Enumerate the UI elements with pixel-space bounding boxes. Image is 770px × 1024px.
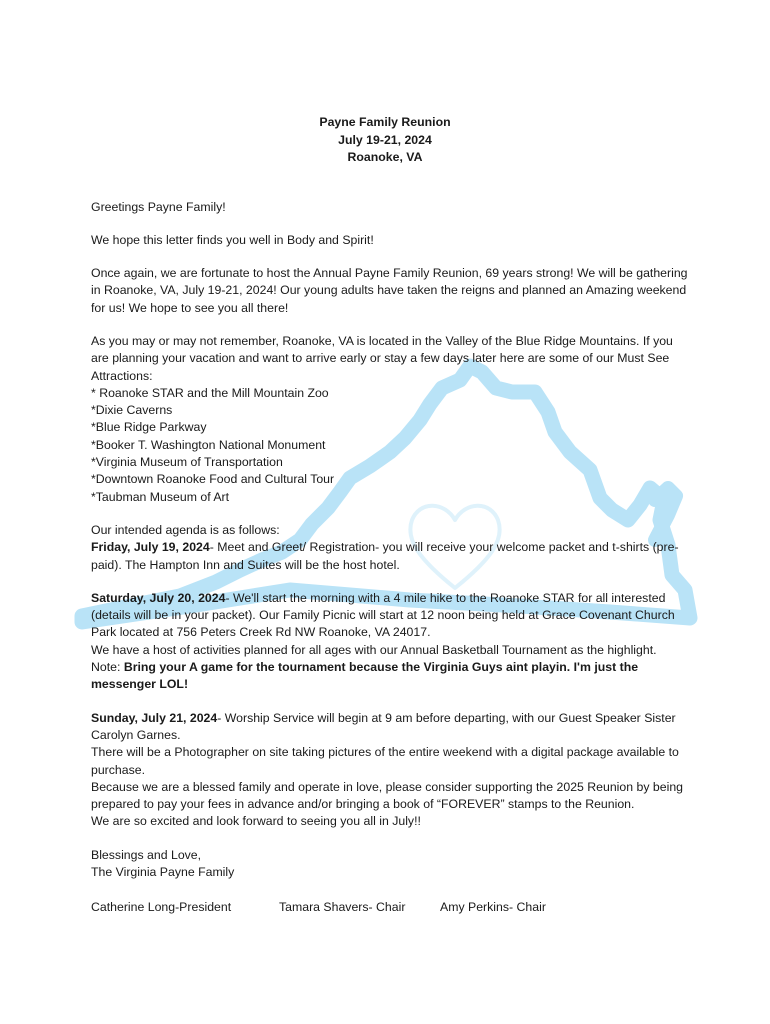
list-item: *Virginia Museum of Transportation	[91, 455, 283, 470]
attractions-list	[91, 385, 691, 506]
photographer-text: There will be a Photographer on site taking pictures of the entire weekend with a digital package available to purchase.	[91, 745, 679, 777]
excited-text: We are so excited and look forward to seeing you all in July!!	[91, 814, 421, 829]
event-dates: July 19-21, 2024	[338, 132, 432, 147]
note-text: Bring your A game for the tournament because the Virginia Guys aint playin. I'm just the messenger LOL!	[91, 660, 639, 692]
attractions-section	[91, 333, 691, 506]
event-location: Roanoke, VA	[347, 150, 423, 164]
signature-row	[91, 899, 691, 916]
list-item: *Taubman Museum of Art	[91, 489, 230, 504]
friday-label: Friday, July 19, 2024	[91, 540, 210, 555]
signature-president: Catherine Long-President	[91, 900, 232, 915]
saturday-text: - We'll start the morning with a 4 mile hike to the Roanoke STAR for all interested (details will be in your packet). Our Family Picnic will start at 12 noon being held at Grace Covenant Church Park located at 756 Peters Creek Rd NW Roanoke, VA 24017.	[91, 590, 675, 640]
agenda-intro: Our intended agenda is as follows:	[91, 522, 280, 537]
sunday-text: - Worship Service will begin at 9 am before departing, with our Guest Speaker Sister Carolyn Garnes.	[91, 710, 676, 742]
list-item: *Blue Ridge Parkway	[91, 420, 207, 435]
closing-line-2: The Virginia Payne Family	[91, 865, 235, 879]
activities-text: We have a host of activities planned for all ages with our Annual Basketball Tournament as the highlight.	[91, 642, 657, 657]
note-label: Note:	[91, 660, 124, 675]
attractions-intro: As you may or may not remember, Roanoke, VA is located in the Valley of the Blue Ridge Mountains. If you are planning your vacation and want to arrive early or stay a few days later here are some of our Must See Attractions:	[91, 333, 673, 383]
list-item: * Roanoke STAR and the Mill Mountain Zoo	[91, 385, 329, 400]
intro-line: We hope this letter finds you well in Body and Spirit!	[91, 232, 374, 247]
saturday-label: Saturday, July 20, 2024	[91, 590, 226, 605]
letter-header	[91, 114, 679, 167]
closing	[91, 847, 691, 882]
signature-chair-1: Tamara Shavers- Chair	[279, 900, 406, 915]
saturday-agenda	[91, 590, 691, 694]
list-item: *Booker T. Washington National Monument	[91, 437, 326, 452]
closing-line-1: Blessings and Love,	[91, 847, 202, 862]
sunday-agenda	[91, 710, 691, 831]
greeting: Greetings Payne Family!	[91, 199, 226, 214]
letter-content	[91, 114, 691, 917]
sunday-label: Sunday, July 21, 2024	[91, 710, 218, 725]
friday-text: - Meet and Greet/ Registration- you will receive your welcome packet and t-shirts (pre-paid). The Hampton Inn and Suites will be the host hotel.	[91, 540, 679, 572]
list-item: *Downtown Roanoke Food and Cultural Tour	[91, 472, 335, 487]
reunion-paragraph: Once again, we are fortunate to host the Annual Payne Family Reunion, 69 years strong! We will be gathering in Roanoke, VA, July 19-21, 2024! Our young adults have taken the reigns and planned an Amazing weekend for us! We hope to see you all there!	[91, 266, 688, 315]
support-text: Because we are a blessed family and operate in love, please consider supporting the 2025 Reunion by being prepared to pay your fees in advance and/or bringing a book of “FOREVER” stamps to the Reunion.	[91, 779, 684, 812]
list-item: *Dixie Caverns	[91, 403, 173, 418]
signature-chair-2: Amy Perkins- Chair	[440, 900, 546, 915]
friday-agenda	[91, 522, 691, 574]
event-title: Payne Family Reunion	[319, 115, 451, 129]
